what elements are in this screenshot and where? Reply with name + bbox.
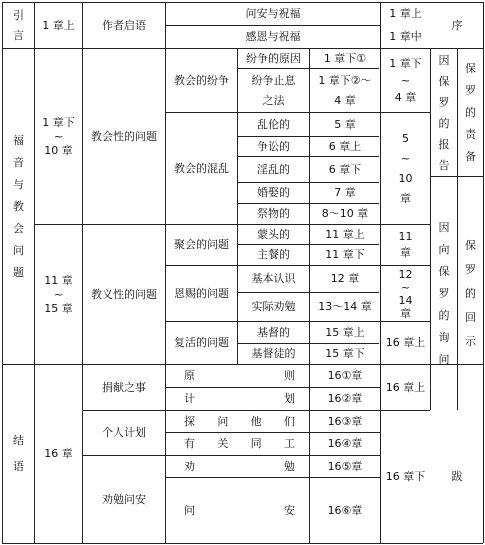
ref-1: 1 章下①	[323, 51, 367, 65]
chapter-range-b: 11 章 ~ 15 章	[44, 273, 73, 315]
ref-6: 7 章	[334, 186, 356, 199]
span-g4: 12 ~ 14 章	[398, 267, 413, 320]
paul-rebuke: 保 罗 的 责 备	[465, 61, 476, 163]
ref-16: 16③章	[327, 414, 363, 428]
topic-supper: 主餐的	[257, 248, 290, 261]
church-disorder: 教会的混乱	[174, 161, 229, 175]
personal-plan: 个人计划	[102, 426, 146, 439]
donation: 捐献之事	[102, 380, 146, 394]
topic-resolution: 纷争止息 之法	[251, 73, 296, 107]
exhort: 劝 勉	[184, 459, 295, 473]
church-disputes: 教会的纷争	[174, 73, 229, 87]
ref-8: 11 章上	[325, 227, 365, 241]
plan: 计 划	[184, 392, 295, 405]
resurrection-issues: 复活的问题	[174, 336, 229, 349]
span-g5: 16 章上	[385, 336, 426, 349]
topic-incest: 乱伦的	[257, 117, 290, 131]
author-opening: 作者启语	[102, 18, 146, 32]
section-gospel: 福音与教会问题	[13, 133, 24, 279]
topic-practice: 实际劝勉	[251, 300, 296, 313]
principle: 原 则	[184, 369, 295, 382]
ref-7: 8～10 章	[321, 207, 369, 220]
span-c1: 16 章上	[385, 380, 426, 394]
due-to-inquiry: 因 向 保 罗 的 询 问	[438, 220, 450, 366]
thanks-blessing: 感恩与祝福	[245, 30, 301, 43]
ref-18: 16⑤章	[327, 459, 363, 473]
ref-19: 16⑥章	[327, 503, 363, 517]
topic-christ: 基督的	[257, 325, 290, 339]
paul-reply: 保 罗 的 回 示	[465, 238, 476, 348]
visit-them: 探 问 他 们	[184, 414, 295, 428]
ref-12: 15 章上	[325, 325, 365, 339]
ref-14: 16①章	[327, 369, 363, 382]
ref-3: 5 章	[334, 117, 356, 131]
grid-line	[483, 2, 484, 543]
ref-13: 15 章下	[325, 347, 365, 360]
chapter-intro: 1 章上	[42, 18, 75, 32]
topic-believers: 基督徒的	[251, 347, 296, 360]
ref-11: 13～14 章	[318, 300, 372, 313]
postscript: 跋	[451, 470, 463, 483]
span-g1: 1 章下 ~ 4 章	[389, 57, 422, 104]
topic-fornication: 淫乱的	[257, 162, 290, 176]
topic-basic: 基本认识	[251, 272, 296, 285]
ref-2: 1 章下②～ 4 章	[318, 73, 372, 107]
doctrinal-issues: 教义性的问题	[91, 287, 157, 301]
ref-4: 6 章上	[328, 139, 362, 153]
topic-sacrifice: 祭物的	[257, 207, 290, 220]
grid-line	[2, 543, 483, 544]
span-top-1: 1 章上	[389, 7, 422, 20]
topic-lawsuit: 争讼的	[257, 139, 290, 153]
topic-veil: 蒙头的	[257, 227, 290, 241]
ref-15: 16②章	[327, 392, 363, 405]
topic-cause: 纷争的原因	[246, 51, 301, 65]
about-coworkers: 有 关 同 工	[184, 437, 295, 450]
due-to-report: 因 保 罗 的 报 告	[438, 53, 450, 172]
span-c2: 16 章下	[385, 470, 426, 483]
practical-issues: 教会性的问题	[91, 129, 157, 143]
span-g2: 5 ~ 10 章	[398, 131, 413, 205]
section-conclusion: 结语	[13, 434, 24, 473]
section-intro: 引言	[13, 8, 24, 42]
topic-marriage: 婚娶的	[257, 186, 290, 199]
exhortation-greetings: 劝勉问安	[102, 492, 146, 506]
chapter-conclusion: 16 章	[44, 447, 73, 460]
ref-17: 16④章	[327, 437, 363, 450]
greeting-blessing: 问安与祝福	[245, 7, 301, 20]
greet: 问 安	[184, 503, 295, 517]
ref-9: 11 章下	[325, 248, 365, 261]
span-g3: 11 章	[398, 230, 413, 259]
ref-10: 12 章	[330, 272, 360, 285]
span-top-2: 1 章中	[389, 30, 422, 43]
preface: 序	[451, 18, 463, 32]
gifts-issues: 恩赐的问题	[174, 286, 229, 300]
ref-5: 6 章下	[328, 162, 362, 176]
assembly-issues: 聚会的问题	[174, 238, 229, 251]
chapter-range-a: 1 章下 ~ 10 章	[42, 115, 75, 157]
